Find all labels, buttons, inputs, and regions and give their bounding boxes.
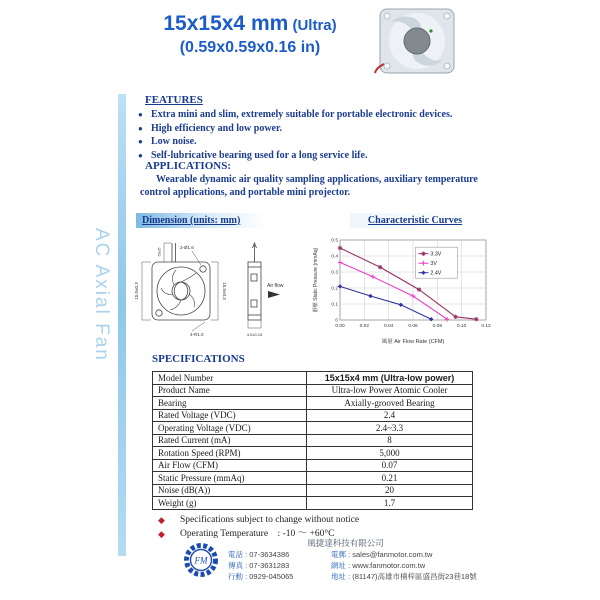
table-row — [153, 372, 473, 385]
logo-text: FM — [194, 555, 208, 566]
svg-text:0.04: 0.04 — [383, 324, 394, 329]
table-row — [153, 422, 473, 435]
dim-height-right-label: 15.0±0.3 — [222, 282, 227, 300]
svg-text:0.00: 0.00 — [335, 324, 345, 329]
svg-text:2.4V: 2.4V — [430, 270, 442, 277]
spec-value: 0.07 — [307, 459, 473, 472]
feature-item: ● Low noise. — [138, 136, 197, 147]
dim-holes-label: 2-Ø1.6 — [180, 245, 194, 250]
svg-text:0.02: 0.02 — [359, 324, 370, 329]
specifications-table — [152, 371, 473, 510]
contact-row: 行動 : 0929-045065 — [228, 572, 294, 581]
page-title — [133, 12, 367, 57]
spec-label: Noise (dB(A)) — [153, 484, 307, 497]
spec-table-body — [153, 372, 473, 510]
spec-value: 0.21 — [307, 472, 473, 485]
airflow-label: Air flow — [267, 283, 284, 289]
feature-item: ● Self-lubricative bearing used for a long service life. — [138, 149, 368, 161]
table-row — [153, 384, 473, 397]
dim-thickness-label: 4.0±0.15 — [246, 332, 263, 337]
characteristic-curves-chart — [310, 234, 492, 346]
svg-text:0.12: 0.12 — [481, 324, 491, 329]
contact-row: 電郵 : sales@fanmotor.com.tw — [331, 550, 433, 559]
spec-label: Rated Current (mA) — [153, 434, 307, 447]
spec-label: Weight (g) — [153, 497, 307, 510]
dim-corner-radius-label: 4-R1.0 — [190, 332, 204, 337]
applications-heading: APPLICATIONS: — [145, 160, 231, 172]
bullet-icon: ● — [138, 123, 143, 133]
spec-label: Rated Voltage (VDC) — [153, 409, 307, 422]
contact-col-right — [331, 549, 477, 582]
svg-text:0.5: 0.5 — [331, 238, 338, 244]
contact-row: 地址 : (81147)高雄市楠梓區盛昌街23巷18號 — [331, 572, 477, 581]
fan-product-image — [374, 8, 460, 74]
spec-value: Ultra-low Power Atomic Cooler — [307, 384, 473, 397]
features-section — [136, 94, 488, 162]
svg-text:0.06: 0.06 — [408, 324, 418, 329]
title-inches: (0.59x0.59x0.16 in) — [179, 39, 321, 56]
table-row — [153, 397, 473, 410]
spec-label: Operating Voltage (VDC) — [153, 422, 307, 435]
specifications-heading: SPECIFICATIONS — [152, 353, 245, 365]
bullet-icon: ● — [138, 150, 143, 160]
spec-value: 2.4~3.3 — [307, 422, 473, 435]
features-heading: FEATURES — [145, 94, 203, 106]
spec-value: Axially-grooved Bearing — [307, 397, 473, 410]
title-suffix: (Ultra) — [288, 17, 337, 34]
table-row — [153, 459, 473, 472]
svg-text:0.1: 0.1 — [331, 302, 338, 308]
airflow-arrow-icon — [268, 291, 280, 298]
notes-list — [158, 513, 359, 541]
table-row — [153, 434, 473, 447]
feature-item: ● High efficiency and low power. — [138, 122, 283, 134]
curves-heading: Characteristic Curves — [350, 213, 480, 228]
svg-text:風量 Air Flow Rate (CFM): 風量 Air Flow Rate (CFM) — [381, 339, 445, 345]
diamond-bullet-icon: ◆ — [158, 529, 165, 539]
applications-section — [136, 160, 486, 199]
dimension-drawing — [128, 236, 306, 346]
spec-label: Bearing — [153, 397, 307, 410]
svg-text:靜壓 Static Pressure (mmAq): 靜壓 Static Pressure (mmAq) — [313, 247, 319, 313]
company-name: 風捷達科技有限公司 — [307, 538, 384, 548]
contact-row: 網址 : www.fanmotor.com.tw — [331, 561, 426, 570]
svg-text:0: 0 — [335, 318, 338, 324]
svg-text:3V: 3V — [430, 261, 437, 267]
dim-wire-length-label: 50±5 — [156, 247, 162, 257]
table-row — [153, 497, 473, 510]
contact-col-left — [228, 549, 331, 582]
bullet-icon: ● — [138, 110, 143, 119]
spec-label: Rotation Speed (RPM) — [153, 447, 307, 460]
spec-label: Model Number — [153, 372, 307, 385]
footer — [182, 538, 477, 582]
spec-label: Air Flow (CFM) — [153, 459, 307, 472]
table-row — [153, 484, 473, 497]
spec-value: 2.4 — [307, 409, 473, 422]
applications-text: Wearable dynamic air quality sampling applications, auxiliary temperature control applications, and portable mini projector. — [140, 174, 478, 198]
table-row — [153, 409, 473, 422]
title-mm: 15x15x4 mm (Ultra) — [163, 12, 337, 35]
note-item: ◆ Specifications subject to change without notice — [158, 515, 360, 525]
spec-value: 15x15x4 mm (Ultra-low power) — [307, 372, 473, 385]
features-list — [136, 108, 488, 162]
spec-label: Static Pressure (mmAq) — [153, 472, 307, 485]
spec-value: 5,000 — [307, 447, 473, 460]
vertical-category-label: AC Axial Fan — [91, 228, 112, 362]
svg-text:0.10: 0.10 — [456, 324, 467, 329]
table-row — [153, 472, 473, 485]
svg-text:0.4: 0.4 — [331, 254, 338, 260]
table-row — [153, 447, 473, 460]
spec-value: 8 — [307, 434, 473, 447]
diamond-bullet-icon: ◆ — [158, 515, 165, 525]
svg-text:0.2: 0.2 — [331, 286, 338, 292]
dim-height-left-label: 15.0±0.3 — [134, 282, 139, 300]
note-item: ◆ Operating Temperature : -10 ～ +60°C — [158, 529, 335, 539]
feature-item: ● Extra mini and slim, extremely suitable for portable electronic devices. — [138, 109, 453, 120]
svg-text:3.3V: 3.3V — [430, 251, 442, 258]
spec-label: Product Name — [153, 384, 307, 397]
dimension-heading: Dimension (units: mm) — [136, 213, 266, 228]
svg-text:0.3: 0.3 — [331, 270, 338, 276]
spec-value: 20 — [307, 484, 473, 497]
spec-value: 1.7 — [307, 497, 473, 510]
side-accent-bar — [118, 94, 126, 556]
contact-row: 電話 : 07-3634386 — [228, 550, 290, 559]
bullet-icon: ● — [138, 137, 143, 146]
contact-row: 傳真 : 07-3631283 — [228, 561, 290, 570]
svg-text:0.08: 0.08 — [432, 324, 443, 329]
company-logo — [182, 541, 220, 579]
contact-grid — [228, 549, 477, 582]
